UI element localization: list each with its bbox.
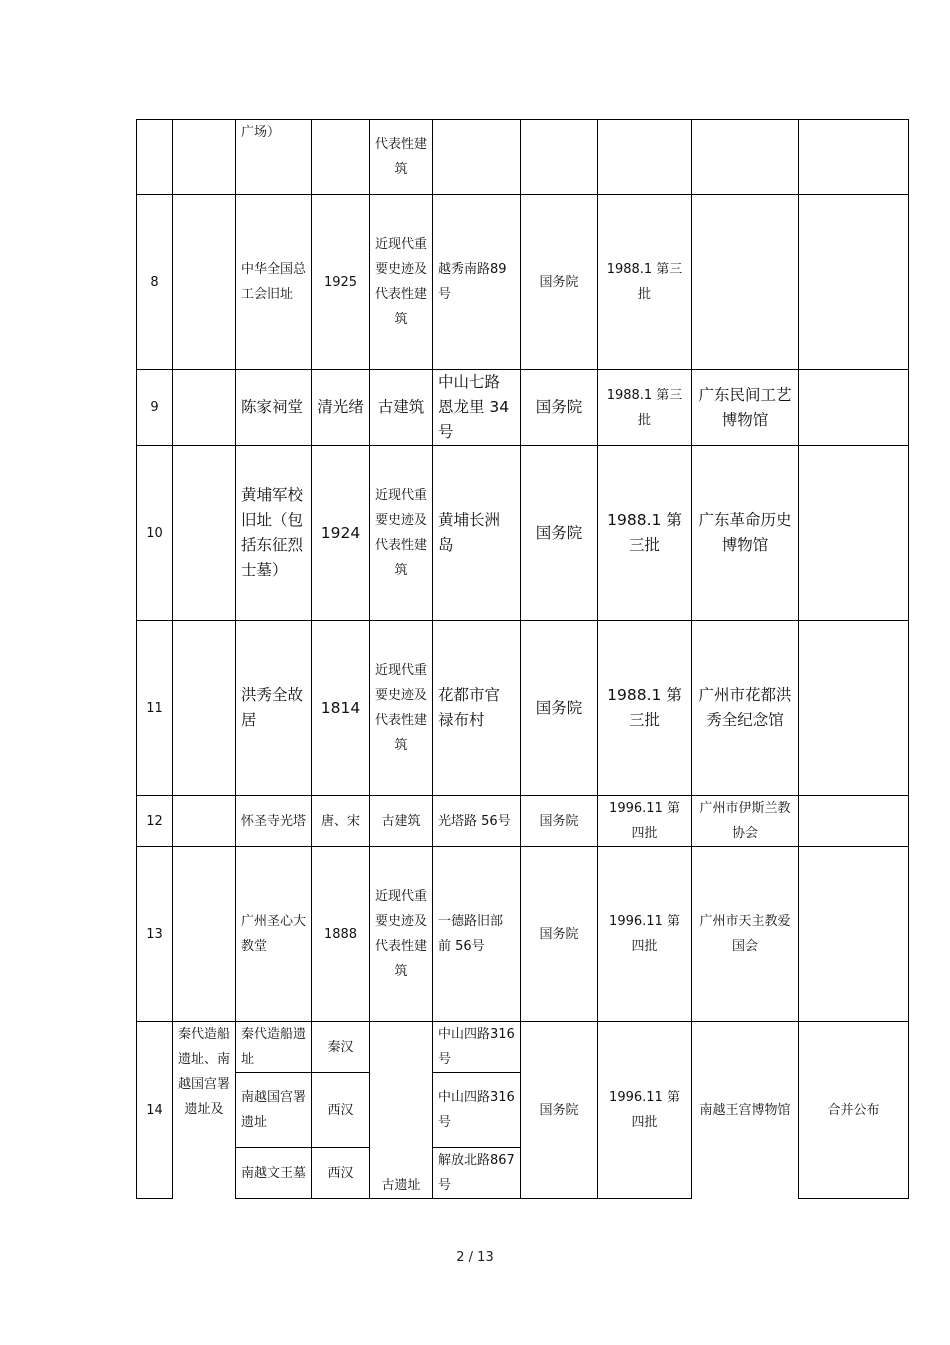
site-batch: 1996.11 第四批 — [598, 847, 692, 1022]
row-number: 13 — [137, 847, 173, 1022]
site-batch: 1996.11 第四批 — [598, 1022, 692, 1199]
site-note — [799, 847, 909, 1022]
site-note — [799, 796, 909, 847]
site-address: 一德路旧部前 56号 — [433, 847, 521, 1022]
site-unit: 广州市花都洪秀全纪念馆 — [692, 621, 799, 796]
site-address: 黄埔长洲岛 — [433, 446, 521, 621]
site-year: 唐、宋 — [312, 796, 370, 847]
site-year: 1925 — [312, 195, 370, 370]
site-approver: 国务院 — [521, 370, 598, 446]
site-unit — [692, 195, 799, 370]
site-note — [799, 195, 909, 370]
table-row — [137, 195, 909, 370]
site-batch: 1988.1 第三批 — [598, 621, 692, 796]
site-name: 中华全国总工会旧址 — [236, 195, 312, 370]
heritage-sites-table — [136, 119, 909, 1199]
site-batch: 1996.11 第四批 — [598, 796, 692, 847]
site-name: 广场） — [236, 120, 312, 195]
row-group — [173, 370, 236, 446]
site-address — [433, 120, 521, 195]
site-year: 西汉 — [312, 1148, 370, 1199]
row-group — [173, 446, 236, 621]
row-number: 14 — [137, 1022, 173, 1199]
site-year — [312, 120, 370, 195]
site-year: 西汉 — [312, 1073, 370, 1148]
row-group — [173, 796, 236, 847]
site-batch: 1988.1 第三批 — [598, 446, 692, 621]
row-group — [173, 621, 236, 796]
site-year: 1924 — [312, 446, 370, 621]
site-address: 解放北路867号 — [433, 1148, 521, 1199]
row-number: 10 — [137, 446, 173, 621]
site-category: 近现代重要史迹及代表性建筑 — [370, 446, 433, 621]
site-unit: 广州市伊斯兰教协会 — [692, 796, 799, 847]
site-category: 近现代重要史迹及代表性建筑 — [370, 847, 433, 1022]
site-category: 古建筑 — [370, 796, 433, 847]
site-name: 南越文王墓 — [236, 1148, 312, 1199]
site-approver — [521, 120, 598, 195]
site-name: 南越国宫署遗址 — [236, 1073, 312, 1148]
site-unit: 广东革命历史博物馆 — [692, 446, 799, 621]
table-row — [137, 1022, 909, 1073]
site-approver: 国务院 — [521, 847, 598, 1022]
site-note — [799, 370, 909, 446]
site-note — [799, 120, 909, 195]
table-row — [137, 847, 909, 1022]
row-number — [137, 120, 173, 195]
site-batch — [598, 120, 692, 195]
row-group — [173, 195, 236, 370]
site-name: 黄埔军校旧址（包括东征烈士墓） — [236, 446, 312, 621]
site-unit — [692, 120, 799, 195]
site-unit: 广州市天主教爱国会 — [692, 847, 799, 1022]
site-name: 洪秀全故居 — [236, 621, 312, 796]
site-category: 代表性建筑 — [370, 120, 433, 195]
site-batch: 1988.1 第三批 — [598, 195, 692, 370]
site-category: 古遗址 — [370, 1022, 433, 1199]
row-group — [173, 120, 236, 195]
site-address: 越秀南路89号 — [433, 195, 521, 370]
site-category: 近现代重要史迹及代表性建筑 — [370, 621, 433, 796]
table-row — [137, 120, 909, 195]
row-group — [173, 847, 236, 1022]
site-approver: 国务院 — [521, 621, 598, 796]
site-unit: 广东民间工艺博物馆 — [692, 370, 799, 446]
site-address: 中山四路316号 — [433, 1022, 521, 1073]
site-unit: 南越王宫博物馆 — [692, 1022, 799, 1199]
site-address: 中山七路恩龙里 34号 — [433, 370, 521, 446]
table-row — [137, 796, 909, 847]
row-group: 秦代造船遗址、南越国宫署遗址及 — [173, 1022, 236, 1199]
site-name: 秦代造船遗址 — [236, 1022, 312, 1073]
site-year: 秦汉 — [312, 1022, 370, 1073]
site-approver: 国务院 — [521, 1022, 598, 1199]
table-row — [137, 446, 909, 621]
site-year: 1888 — [312, 847, 370, 1022]
table-row — [137, 370, 909, 446]
site-approver: 国务院 — [521, 446, 598, 621]
site-category: 古建筑 — [370, 370, 433, 446]
site-category: 近现代重要史迹及代表性建筑 — [370, 195, 433, 370]
row-number: 9 — [137, 370, 173, 446]
site-name: 广州圣心大教堂 — [236, 847, 312, 1022]
site-year: 1814 — [312, 621, 370, 796]
site-year: 清光绪 — [312, 370, 370, 446]
site-name: 怀圣寺光塔 — [236, 796, 312, 847]
site-name: 陈家祠堂 — [236, 370, 312, 446]
table-row — [137, 621, 909, 796]
site-batch: 1988.1 第三批 — [598, 370, 692, 446]
row-number: 8 — [137, 195, 173, 370]
site-note — [799, 446, 909, 621]
row-number: 11 — [137, 621, 173, 796]
row-number: 12 — [137, 796, 173, 847]
site-approver: 国务院 — [521, 796, 598, 847]
site-approver: 国务院 — [521, 195, 598, 370]
site-note — [799, 621, 909, 796]
page-number: 2 / 13 — [456, 1250, 494, 1265]
site-note: 合并公布 — [799, 1022, 909, 1199]
site-address: 中山四路316号 — [433, 1073, 521, 1148]
site-address: 花都市官禄布村 — [433, 621, 521, 796]
site-address: 光塔路 56号 — [433, 796, 521, 847]
